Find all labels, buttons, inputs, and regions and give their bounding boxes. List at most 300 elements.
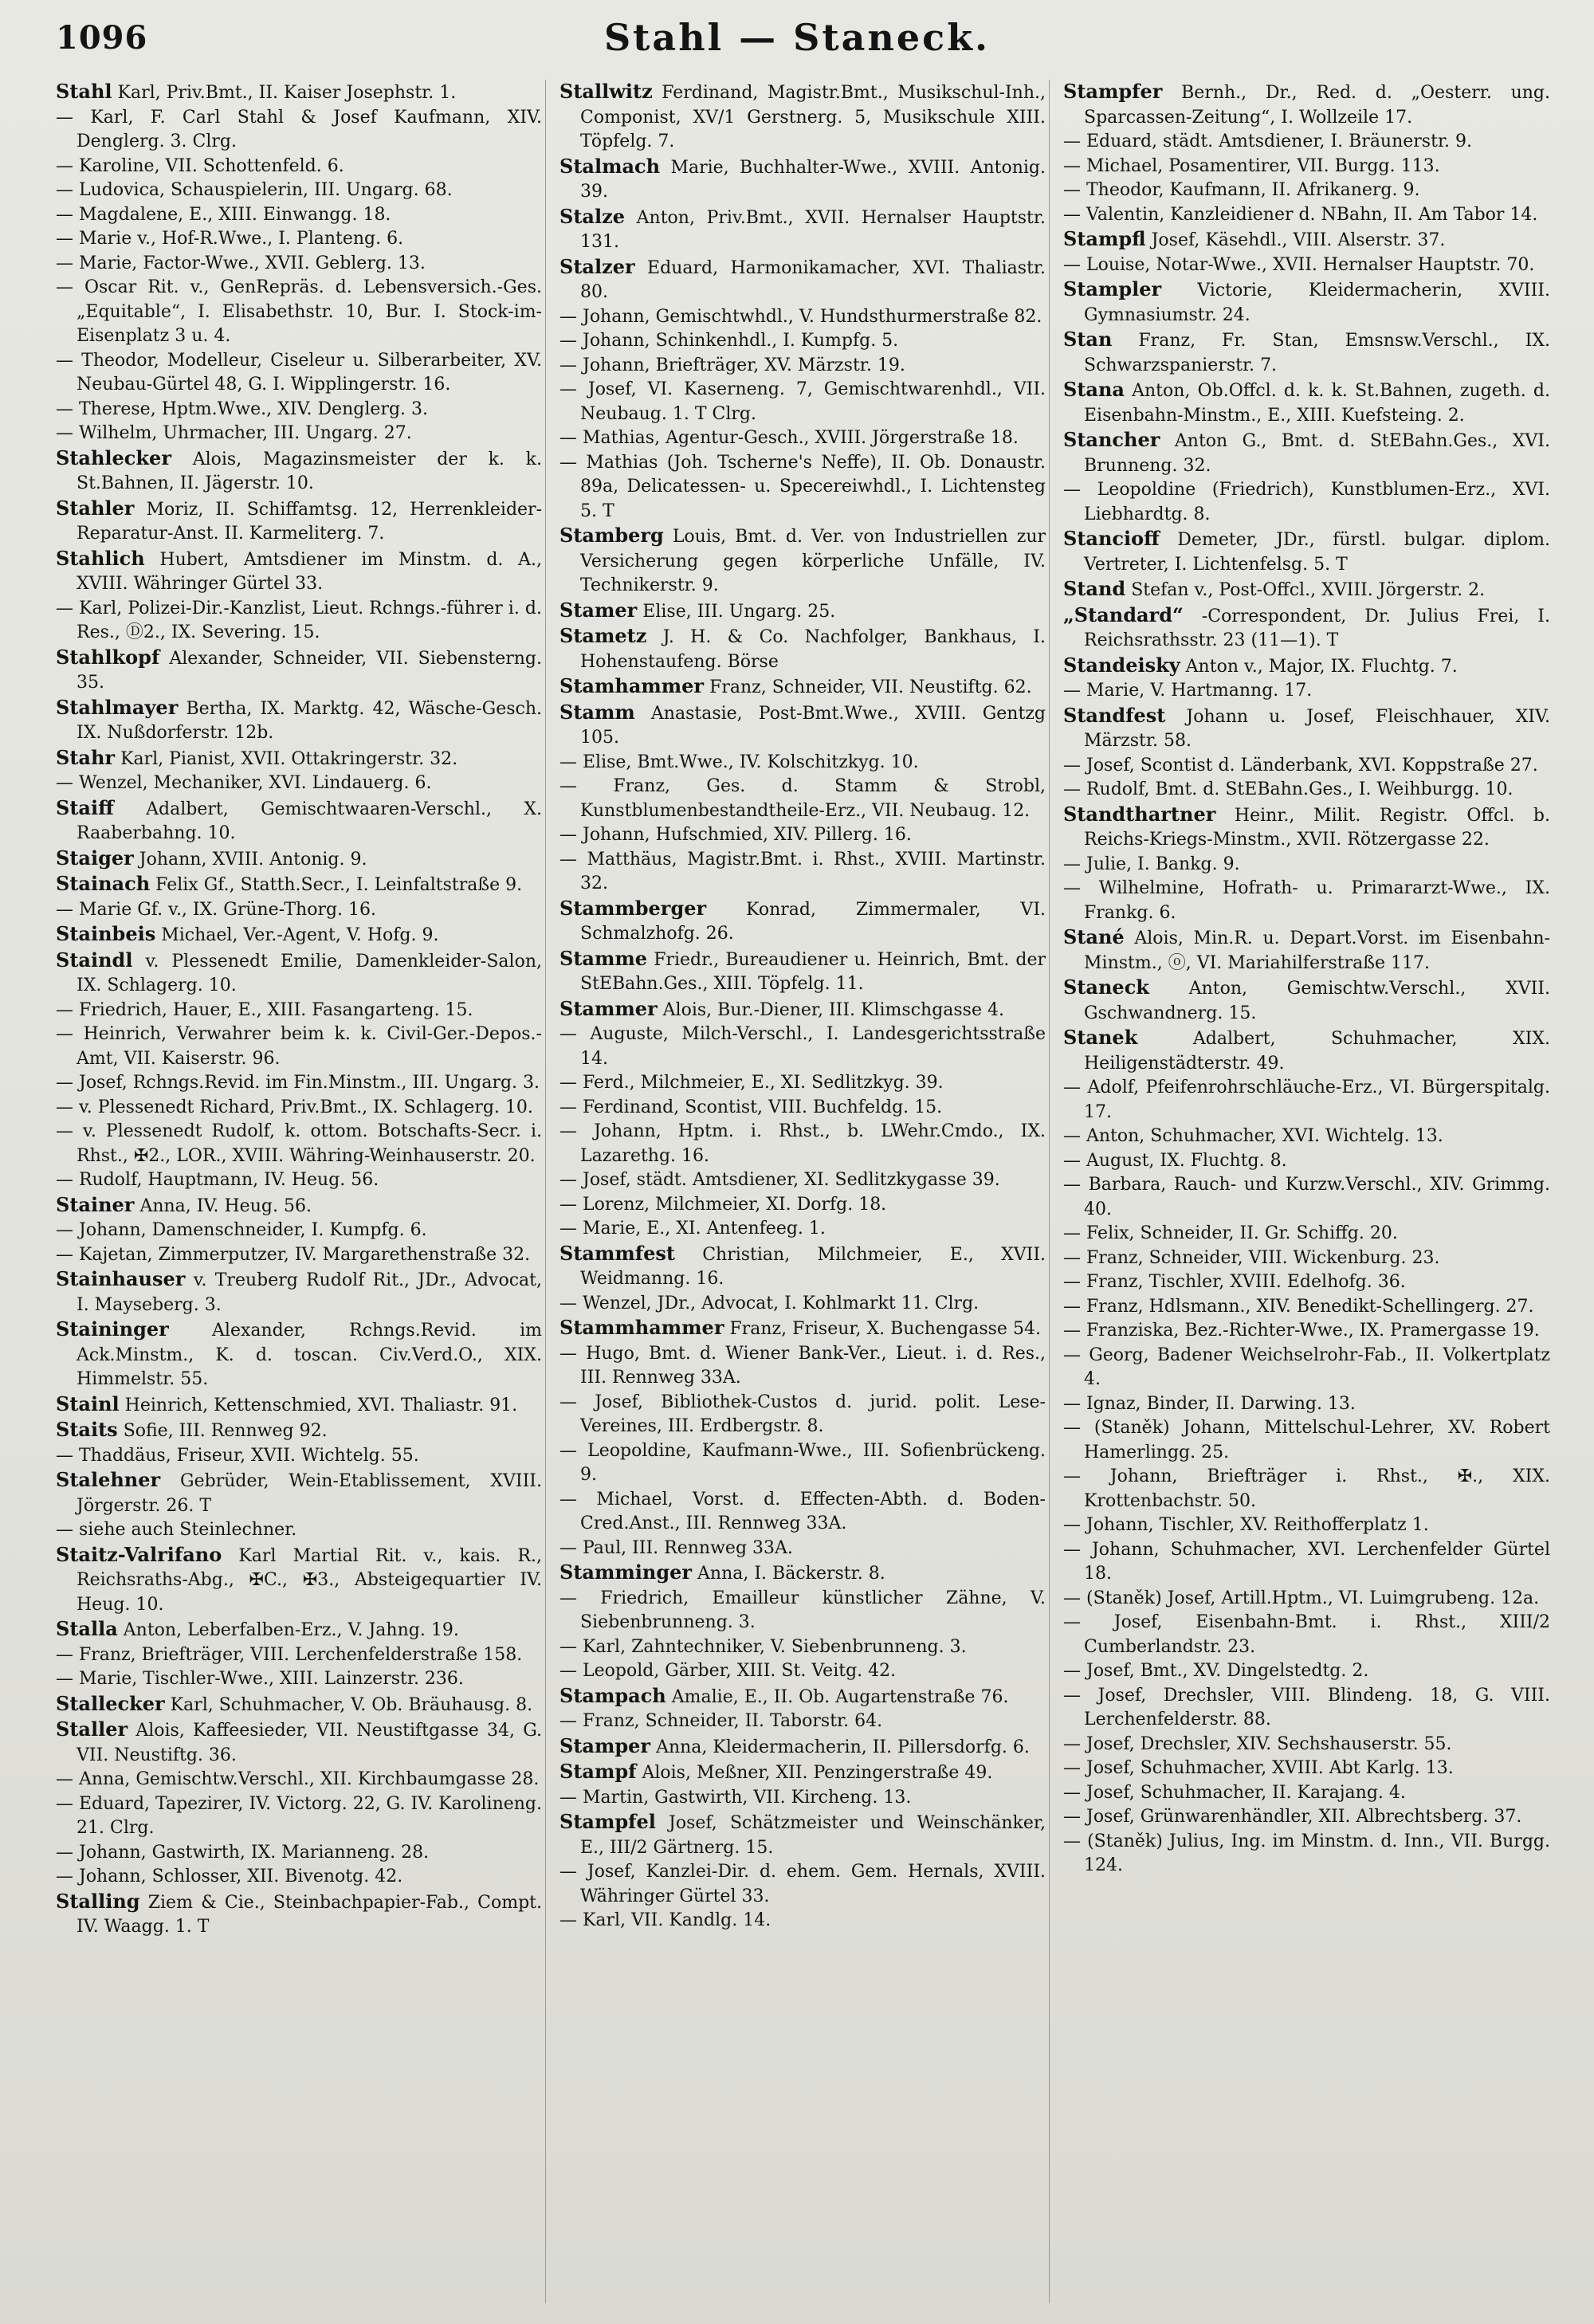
- entry-surname: Stancioff: [1063, 527, 1160, 550]
- directory-entry: [56, 1717, 542, 1768]
- entry-text: — Franz, Hdlsmann., XIV. Benedikt-Schellingerg. 27.: [1063, 1296, 1534, 1317]
- entry-text: Stefan v., Post-Offcl., XVIII. Jörgerstr. 2.: [1131, 580, 1486, 600]
- page-title: Stahl — Staneck.: [603, 16, 991, 59]
- entry-text: — Johann, Schuhmacher, XVI. Lerchenfelder Gürtel 18.: [1063, 1539, 1550, 1584]
- directory-entry: [1063, 704, 1550, 754]
- entry-text: Anton, Gemischtw.Verschl., XVII. Gschwandnerg. 15.: [1084, 979, 1550, 1023]
- entry-surname: Standeisky: [1063, 653, 1180, 677]
- directory-entry: [56, 349, 542, 398]
- entry-text: Gebrüder, Wein-Etablissement, XVIII. Jörgerstr. 26. T: [77, 1471, 542, 1516]
- directory-entry: [56, 1667, 542, 1692]
- entry-surname: Stalehner: [56, 1468, 161, 1491]
- directory-entry: [1063, 1246, 1550, 1271]
- entry-surname: Stallecker: [56, 1691, 165, 1715]
- entry-text: Johann u. Josef, Fleischhauer, XIV. Märzstr. 58.: [1084, 706, 1551, 751]
- directory-entry: [559, 354, 1046, 379]
- directory-entry: [56, 771, 542, 796]
- entry-surname: Stamm: [559, 700, 635, 724]
- entry-text: — Eduard, Tapezirer, IV. Victorg. 22, G. IV. Karolineng. 21. Clrg.: [56, 1793, 542, 1838]
- entry-surname: Stalze: [559, 204, 625, 228]
- entry-text: — Josef, VI. Kaserneng. 7, Gemischtwarenhdl., VII. Neubaug. 1. T Clrg.: [559, 379, 1046, 424]
- directory-entry: [559, 1909, 1046, 1933]
- entry-text: — Hugo, Bmt. d. Wiener Bank-Ver., Lieut. i. d. Res., III. Rennweg 33A.: [559, 1343, 1046, 1388]
- directory-entry: [559, 1710, 1046, 1734]
- entry-surname: Standfest: [1063, 703, 1166, 727]
- entry-surname: Stan: [1063, 328, 1113, 351]
- entry-text: — Valentin, Kanzleidiener d. NBahn, II. Am Tabor 14.: [1063, 204, 1538, 225]
- directory-entry: [559, 1560, 1046, 1587]
- entry-text: Franz, Friseur, X. Buchengasse 54.: [729, 1319, 1041, 1339]
- entry-text: Alois, Bur.-Diener, III. Klimschgasse 4.: [662, 999, 1004, 1020]
- directory-entry: [56, 276, 542, 349]
- directory-entry: [1063, 1611, 1550, 1659]
- directory-entry: [559, 1537, 1046, 1561]
- directory-entry: [1063, 1319, 1550, 1344]
- directory-entry: [56, 1468, 542, 1518]
- entry-text: Louis, Bmt. d. Ver. von Industriellen zur Versicherung gegen körperliche Unfälle, IV. Technikerstr. 9.: [580, 527, 1046, 595]
- directory-entry: [56, 1023, 542, 1071]
- entry-surname: Stahl: [56, 80, 112, 103]
- entry-text: — Wenzel, Mechaniker, XVI. Lindauerg. 6.: [56, 773, 432, 793]
- directory-entry: [56, 1096, 542, 1121]
- entry-text: — Ludovica, Schauspielerin, III. Ungarg. 68.: [56, 180, 453, 200]
- directory-entry: [559, 305, 1046, 330]
- entry-text: — Johann, Schinkenhdl., I. Kumpfg. 5.: [559, 331, 899, 351]
- directory-entry: [559, 1023, 1046, 1071]
- entry-text: — Marie, V. Hartmanng. 17.: [1063, 681, 1313, 701]
- directory-entry: [56, 922, 542, 948]
- entry-text: — v. Plessenedt Rudolf, k. ottom. Botschafts-Secr. i. Rhst., ✠2., LOR., XVIII. Währing-Weinhauserstr. 20.: [56, 1121, 542, 1166]
- directory-entry: [56, 446, 542, 497]
- entry-text: Anna, IV. Heug. 56.: [139, 1195, 312, 1216]
- entry-text: — Johann, Briefträger, XV. Märzstr. 19.: [559, 355, 905, 375]
- entry-surname: „Standard“: [1063, 603, 1184, 626]
- directory-entry: [1063, 1173, 1550, 1222]
- directory-entry: [56, 1193, 542, 1219]
- entry-text: — Josef, Eisenbahn-Bmt. i. Rhst., XIII/2 Cumberlandstr. 23.: [1063, 1612, 1550, 1657]
- directory-entry: [559, 80, 1046, 155]
- entry-text: — Josef, Bibliothek-Custos d. jurid. polit. Lese-Vereines, III. Erdbergstr. 8.: [559, 1392, 1046, 1436]
- entry-surname: Stainach: [56, 872, 151, 895]
- directory-entry: [56, 1692, 542, 1718]
- entry-text: — v. Plessenedt Richard, Priv.Bmt., IX. Schlagerg. 10.: [56, 1097, 533, 1117]
- entry-text: Eduard, Harmonikamacher, XVI. Thaliastr. 80.: [580, 257, 1046, 302]
- directory-entry: [1063, 654, 1550, 680]
- entry-text: — Therese, Hptm.Wwe., XIV. Denglerg. 3.: [56, 398, 429, 419]
- directory-column-middle: [559, 80, 1050, 2303]
- entry-surname: Stahlich: [56, 546, 145, 570]
- directory-entry: [1063, 1222, 1550, 1246]
- directory-entry: [559, 426, 1046, 451]
- directory-entry: [56, 1890, 542, 1940]
- entry-text: — Marie, E., XI. Antenfeeg. 1.: [559, 1219, 826, 1239]
- directory-entry: [1063, 1149, 1550, 1174]
- entry-text: — Mathias (Joh. Tscherne's Neffe), II. Ob. Donaustr. 89a, Delicatessen- u. Specereiwhdl., I. Lichtensteg 5. T: [559, 452, 1046, 521]
- directory-entry: [56, 106, 542, 155]
- entry-text: — Johann, Hufschmied, XIV. Pillerg. 16.: [559, 825, 912, 845]
- directory-entry: [559, 1488, 1046, 1537]
- directory-entry: [1063, 1513, 1550, 1538]
- directory-entry: [56, 898, 542, 923]
- directory-entry: [56, 1243, 542, 1268]
- directory-entry: [56, 746, 542, 772]
- directory-entry: [1063, 853, 1550, 877]
- entry-text: — Johann, Gastwirth, IX. Marianneng. 28.: [56, 1842, 430, 1863]
- directory-entry: [559, 701, 1046, 751]
- directory-entry: [1063, 80, 1550, 130]
- entry-text: — Josef, Bmt., XV. Dingelstedtg. 2.: [1063, 1661, 1369, 1681]
- entry-surname: Stana: [1063, 378, 1125, 401]
- directory-entry: [559, 775, 1046, 823]
- entry-text: — Franz, Schneider, II. Taborstr. 64.: [559, 1711, 883, 1731]
- directory-entry: [559, 329, 1046, 354]
- entry-text: — Johann, Hptm. i. Rhst., b. LWehr.Cmdo., IX. Lazarethg. 16.: [559, 1121, 1046, 1166]
- directory-entry: [1063, 803, 1550, 853]
- entry-text: — Johann, Damenschneider, I. Kumpfg. 6.: [56, 1220, 427, 1240]
- directory-entry: [56, 497, 542, 547]
- entry-text: — Johann, Briefträger i. Rhst., ✠., XIX. Krottenbachstr. 50.: [1063, 1466, 1550, 1511]
- directory-entry: [1063, 478, 1550, 527]
- directory-entry: [56, 696, 542, 746]
- directory-entry: [1063, 925, 1550, 976]
- entry-surname: Stahlkopf: [56, 645, 160, 669]
- entry-text: — Josef, Drechsler, VIII. Blindeng. 18, G. VIII. Lerchenfelderstr. 88.: [1063, 1685, 1550, 1729]
- directory-entry: [56, 1219, 542, 1243]
- entry-text: — Martin, Gastwirth, VII. Kircheng. 13.: [559, 1787, 912, 1808]
- directory-entry: [559, 897, 1046, 947]
- directory-entry: [559, 823, 1046, 848]
- directory-entry: [56, 1643, 542, 1668]
- directory-entry: [1063, 179, 1550, 203]
- directory-entry: [559, 155, 1046, 205]
- entry-text: — Auguste, Milch-Verschl., I. Landesgerichtsstraße 14.: [559, 1024, 1046, 1069]
- entry-surname: Staitz-Valrifano: [56, 1542, 222, 1566]
- entry-surname: Stammer: [559, 996, 658, 1020]
- directory-entry: [1063, 1125, 1550, 1149]
- entry-text: — Karoline, VII. Schottenfeld. 6.: [56, 155, 344, 176]
- entry-surname: Stalling: [56, 1889, 140, 1913]
- directory-entry: [56, 999, 542, 1023]
- directory-entry: [56, 80, 542, 106]
- entry-text: Anna, I. Bäckerstr. 8.: [697, 1564, 885, 1584]
- directory-entry: [1063, 577, 1550, 603]
- entry-surname: Staindl: [56, 948, 133, 972]
- directory-entry: [559, 599, 1046, 625]
- directory-entry: [1063, 1684, 1550, 1733]
- entry-text: — (Staněk) Julius, Ing. im Minstm. d. Inn., VII. Burgg. 124.: [1063, 1831, 1550, 1875]
- entry-text: — Oscar Rit. v., GenRepräs. d. Lebensversich.-Ges. „Equitable“, I. Elisabethstr. 10, Bur. I. Stock-im-Eisenplatz 3 u. 4.: [56, 277, 542, 346]
- directory-entry: [56, 1792, 542, 1841]
- entry-surname: Stainl: [56, 1392, 120, 1415]
- entry-text: v. Plessenedt Emilie, Damenkleider-Salon, IX. Schlagerg. 10.: [77, 951, 542, 995]
- entry-text: — Ferdinand, Scontist, VIII. Buchfeldg. 15.: [559, 1097, 943, 1117]
- directory-entry: [1063, 877, 1550, 925]
- directory-entry: [56, 1071, 542, 1096]
- directory-entry: [1063, 1781, 1550, 1806]
- entry-text: — Kajetan, Zimmerputzer, IV. Margarethenstraße 32.: [56, 1244, 531, 1265]
- directory-entry: [56, 948, 542, 999]
- directory-entry: [559, 205, 1046, 255]
- entry-surname: Stainhauser: [56, 1267, 186, 1290]
- directory-entry: [1063, 277, 1550, 328]
- entry-text: Adalbert, Gemischtwaaren-Verschl., X. Raaberbahng. 10.: [77, 799, 543, 843]
- entry-text: Adalbert, Schuhmacher, XIX. Heiligenstädterstr. 49.: [1084, 1029, 1550, 1074]
- directory-entry: [1063, 1026, 1550, 1076]
- entry-text: — Franz, Tischler, XVIII. Edelhofg. 36.: [1063, 1272, 1406, 1292]
- directory-entry: [559, 848, 1046, 897]
- entry-text: Franz, Schneider, VII. Neustiftg. 62.: [709, 677, 1032, 697]
- entry-text: Karl, Schuhmacher, V. Ob. Bräuhausg. 8.: [170, 1694, 533, 1715]
- directory-entry: [559, 997, 1046, 1023]
- entry-surname: Stamper: [559, 1733, 651, 1757]
- entry-surname: Stamme: [559, 946, 648, 970]
- directory-entry: [56, 1120, 542, 1168]
- directory-entry: [56, 1518, 542, 1543]
- directory-entry: [56, 547, 542, 597]
- entry-text: — Josef, Drechsler, XIV. Sechshauserstr. 55.: [1063, 1733, 1452, 1754]
- directory-entry: [56, 422, 542, 446]
- directory-entry: [1063, 679, 1550, 704]
- directory-entry: [559, 947, 1046, 997]
- entry-surname: Stallwitz: [559, 80, 653, 103]
- directory-entry: [1063, 1344, 1550, 1392]
- directory-entry: [56, 796, 542, 846]
- directory-entry: [559, 378, 1046, 426]
- directory-entry: [56, 1267, 542, 1317]
- entry-surname: Staininger: [56, 1317, 169, 1341]
- entry-text: — Elise, Bmt.Wwe., IV. Kolschitzkyg. 10.: [559, 752, 919, 772]
- directory-entry: [559, 624, 1046, 674]
- entry-text: — Georg, Badener Weichselrohr-Fab., II. Volkertplatz 4.: [1063, 1345, 1550, 1389]
- directory-entry: [559, 1193, 1046, 1218]
- entry-text: — siehe auch Steinlechner.: [56, 1520, 297, 1540]
- directory-entry: [56, 846, 542, 873]
- directory-entry: [56, 1617, 542, 1643]
- directory-entry: [1063, 1830, 1550, 1878]
- directory-entry: [56, 1444, 542, 1469]
- entry-text: — Josef, städt. Amtsdiener, XI. Sedlitzkygasse 39.: [559, 1170, 1000, 1190]
- entry-surname: Staiff: [56, 795, 114, 819]
- directory-column-right: [1063, 80, 1553, 2303]
- entry-text: — Lorenz, Milchmeier, XI. Dorfg. 18.: [559, 1194, 887, 1215]
- entry-text: — Karl, Zahntechniker, V. Siebenbrunneng. 3.: [559, 1636, 967, 1657]
- entry-text: — Heinrich, Verwahrer beim k. k. Civil-Ger.-Depos.-Amt, VII. Kaiserstr. 96.: [56, 1024, 542, 1069]
- entry-text: — Anton, Schuhmacher, XVI. Wichtelg. 13.: [1063, 1126, 1443, 1146]
- entry-text: — Josef, Kanzlei-Dir. d. ehem. Gem. Hernals, XVIII. Währinger Gürtel 33.: [559, 1862, 1046, 1906]
- directory-entry: [1063, 130, 1550, 155]
- entry-text: — Franz, Ges. d. Stamm & Strobl, Kunstblumenbestandtheile-Erz., VII. Neubaug. 12.: [559, 776, 1046, 821]
- entry-text: — Wenzel, JDr., Advocat, I. Kohlmarkt 11. Clrg.: [559, 1293, 980, 1313]
- directory-entry: [1063, 1587, 1550, 1611]
- directory-entry: [1063, 778, 1550, 803]
- entry-text: — Franziska, Bez.-Richter-Wwe., IX. Pramergasse 19.: [1063, 1321, 1540, 1341]
- directory-entry: [56, 646, 542, 696]
- entry-text: — Josef, Schuhmacher, XVIII. Abt Karlg. 13.: [1063, 1758, 1454, 1778]
- entry-surname: Stalzer: [559, 254, 635, 278]
- entry-text: — Franz, Schneider, VIII. Wickenburg. 23.: [1063, 1247, 1440, 1268]
- entry-text: Konrad, Zimmermaler, VI. Schmalzhofg. 26.: [580, 899, 1046, 944]
- entry-text: Karl Martial Rit. v., kais. R., Reichsraths-Abg., ✠C., ✠3., Absteigequartier IV. Heug. 10.: [77, 1545, 542, 1615]
- entry-surname: Stanek: [1063, 1026, 1138, 1049]
- entry-surname: Stahlmayer: [56, 695, 179, 719]
- entry-text: Anna, Kleidermacherin, II. Pillersdorfg. 6.: [656, 1737, 1030, 1757]
- entry-text: Amalie, E., II. Ob. Augartenstraße 76.: [671, 1686, 1009, 1707]
- entry-surname: Stancher: [1063, 428, 1160, 451]
- entry-text: — Julie, I. Bankg. 9.: [1063, 854, 1240, 874]
- entry-text: Elise, III. Ungarg. 25.: [642, 601, 836, 622]
- directory-entry: [1063, 1538, 1550, 1587]
- entry-surname: Stahlecker: [56, 446, 171, 469]
- directory-entry: [1063, 1270, 1550, 1295]
- entry-text: Christian, Milchmeier, E., XVII. Weidmanng. 16.: [580, 1244, 1046, 1289]
- entry-surname: Stampfel: [559, 1810, 656, 1833]
- directory-entry: [559, 1071, 1046, 1096]
- directory-entry: [1063, 227, 1550, 253]
- entry-text: — Leopoldine (Friedrich), Kunstblumen-Erz., XVI. Liebhardtg. 8.: [1063, 480, 1550, 524]
- directory-entry: [559, 451, 1046, 524]
- directory-entry: [559, 1168, 1046, 1193]
- directory-entry: [56, 1841, 542, 1866]
- entry-text: Josef, Käsehdl., VIII. Alserstr. 37.: [1151, 230, 1446, 250]
- entry-text: Ziem & Cie., Steinbachpapier-Fab., Compt. IV. Waagg. 1. T: [77, 1892, 542, 1937]
- entry-text: Alois, Meßner, XII. Penzingerstraße 49.: [642, 1763, 993, 1783]
- directory-entry: [559, 1391, 1046, 1439]
- entry-text: — Josef, Grünwarenhändler, XII. Albrechtsberg. 37.: [1063, 1807, 1522, 1827]
- entry-text: J. H. & Co. Nachfolger, Bankhaus, I. Hohenstaufeng. Börse: [580, 627, 1046, 672]
- entry-text: — Mathias, Agentur-Gesch., XVIII. Jörgerstraße 18.: [559, 428, 1019, 448]
- directory-entry: [559, 1786, 1046, 1811]
- entry-text: — August, IX. Fluchtg. 8.: [1063, 1150, 1287, 1171]
- entry-text: — Theodor, Kaufmann, II. Afrikanerg. 9.: [1063, 180, 1420, 200]
- entry-text: — Josef, Schuhmacher, II. Karajang. 4.: [1063, 1782, 1406, 1803]
- entry-surname: Stammberger: [559, 896, 707, 920]
- entry-text: Bertha, IX. Marktg. 42, Wäsche-Gesch. IX. Nußdorferstr. 12b.: [77, 698, 542, 743]
- entry-surname: Staller: [56, 1717, 128, 1741]
- directory-entry: [56, 227, 542, 252]
- directory-entry: [1063, 754, 1550, 779]
- entry-text: — Rudolf, Hauptmann, IV. Heug. 56.: [56, 1170, 379, 1190]
- entry-text: — Ferd., Milchmeier, E., XI. Sedlitzkyg. 39.: [559, 1073, 944, 1093]
- entry-text: Anton, Ob.Offcl. d. k. k. St.Bahnen, zugeth. d. Eisenbahn-Minstm., E., XIII. Kuefsteing. 2.: [1084, 381, 1550, 426]
- directory-entry: [559, 1659, 1046, 1684]
- entry-text: — Marie v., Hof-R.Wwe., I. Planteng. 6.: [56, 229, 404, 249]
- directory-entry: [1063, 1733, 1550, 1757]
- entry-surname: Standthartner: [1063, 802, 1216, 826]
- directory-entry: [1063, 253, 1550, 278]
- entry-text: — Josef, Rchngs.Revid. im Fin.Minstm., III. Ungarg. 3.: [56, 1073, 540, 1093]
- entry-text: — Marie Gf. v., IX. Grüne-Thorg. 16.: [56, 899, 377, 920]
- entry-text: Anton v., Major, IX. Fluchtg. 7.: [1185, 656, 1458, 677]
- directory-entry: [559, 1439, 1046, 1488]
- entry-text: Josef, Schätzmeister und Weinschänker, E., III/2 Gärtnerg. 15.: [580, 1813, 1046, 1858]
- directory-entry: [1063, 1805, 1550, 1830]
- directory-entry: [559, 1734, 1046, 1761]
- entry-text: — Michael, Vorst. d. Effecten-Abth. d. Boden-Cred.Anst., III. Rennweg 33A.: [559, 1489, 1046, 1533]
- directory-entry: [1063, 1465, 1550, 1513]
- directory-entry: [559, 1292, 1046, 1317]
- entry-text: Anton, Leberfalben-Erz., V. Jahng. 19.: [123, 1620, 459, 1640]
- entry-text: — Karl, VII. Kandlg. 14.: [559, 1910, 771, 1930]
- directory-entry: [56, 155, 542, 179]
- directory-entry: [1063, 976, 1550, 1026]
- page-header: [56, 11, 1538, 59]
- entry-text: Moriz, II. Schiffamtsg. 12, Herrenkleider-Reparatur-Anst. II. Karmeliterg. 7.: [77, 499, 542, 544]
- entry-text: — (Staněk) Josef, Artill.Hptm., VI. Luimgrubeng. 12a.: [1063, 1588, 1540, 1608]
- directory-entry: [1063, 1392, 1550, 1417]
- entry-surname: Stamer: [559, 598, 638, 622]
- entry-surname: Stampach: [559, 1683, 666, 1707]
- directory-entry: [56, 1543, 542, 1618]
- directory-entry: [1063, 1295, 1550, 1320]
- directory-entry: [1063, 378, 1550, 428]
- page-number: 1096: [56, 19, 148, 57]
- directory-entry: [56, 1418, 542, 1444]
- entry-text: — Eduard, städt. Amtsdiener, I. Bräunerstr. 9.: [1063, 132, 1473, 151]
- entry-text: — Josef, Scontist d. Länderbank, XVI. Koppstraße 27.: [1063, 755, 1538, 775]
- directory-entry: [559, 1096, 1046, 1121]
- directory-entry: [1063, 1659, 1550, 1684]
- entry-surname: Stahler: [56, 496, 135, 520]
- entry-text: Sofie, III. Rennweg 92.: [123, 1421, 328, 1441]
- directory-entry: [56, 179, 542, 203]
- directory-entry: [1063, 428, 1550, 478]
- directory-entry: [559, 1760, 1046, 1786]
- directory-entry: [56, 398, 542, 422]
- entry-text: Alois, Min.R. u. Depart.Vorst. im Eisenbahn-Minstm., ⓞ, VI. Mariahilferstraße 117.: [1084, 928, 1550, 973]
- entry-text: — Karl, F. Carl Stahl & Josef Kaufmann, XIV. Denglerg. 3. Clrg.: [56, 107, 542, 151]
- directory-entry: [559, 1810, 1046, 1860]
- entry-surname: Stampfer: [1063, 80, 1163, 103]
- entry-text: — Leopold, Gärber, XIII. St. Veitg. 42.: [559, 1661, 897, 1681]
- entry-text: — Felix, Schneider, II. Gr. Schiffg. 20.: [1063, 1223, 1398, 1243]
- entry-surname: Stainbeis: [56, 922, 156, 945]
- directory-entry: [1063, 1076, 1550, 1125]
- directory-entry: [1063, 203, 1550, 228]
- entry-surname: Stahr: [56, 745, 116, 769]
- entry-text: — Friedrich, Hauer, E., XIII. Fasangarteng. 15.: [56, 999, 473, 1020]
- entry-text: — Johann, Tischler, XV. Reithofferplatz 1.: [1063, 1515, 1429, 1535]
- directory-entry: [1063, 1757, 1550, 1781]
- entry-text: — Wilhelmine, Hofrath- u. Primararzt-Wwe., IX. Frankg. 6.: [1063, 878, 1550, 923]
- entry-surname: Stalmach: [559, 154, 661, 178]
- entry-text: Anton, Priv.Bmt., XVII. Hernalser Hauptstr. 131.: [580, 207, 1046, 252]
- directory-entry: [559, 255, 1046, 305]
- entry-surname: Stampfl: [1063, 227, 1146, 250]
- entry-text: Anastasie, Post-Bmt.Wwe., XVIII. Gentzg 105.: [580, 703, 1046, 748]
- entry-text: Karl, Priv.Bmt., II. Kaiser Josephstr. 1.: [117, 83, 457, 103]
- directory-entry: [1063, 328, 1550, 378]
- entry-text: Heinrich, Kettenschmied, XVI. Thaliastr. 91.: [124, 1395, 518, 1415]
- entry-surname: Stamminger: [559, 1560, 693, 1584]
- entry-text: — Paul, III. Rennweg 33A.: [559, 1537, 793, 1558]
- directory-entry: [559, 1342, 1046, 1391]
- entry-text: Heinr., Milit. Registr. Offcl. b. Reichs-Kriegs-Minstm., XVII. Rötzergasse 22.: [1084, 805, 1550, 850]
- entry-surname: Stampler: [1063, 277, 1162, 300]
- directory-entry: [559, 1242, 1046, 1292]
- entry-text: Demeter, JDr., fürstl. bulgar. diplom. Vertreter, I. Lichtenfelsg. 5. T: [1084, 530, 1550, 575]
- entry-text: Marie, Buchhalter-Wwe., XVIII. Antonig. 39.: [580, 157, 1046, 202]
- entry-text: Johann, XVIII. Antonig. 9.: [139, 849, 367, 870]
- entry-surname: Stand: [1063, 577, 1126, 600]
- directory-entry: [559, 1217, 1046, 1242]
- directory-entry: [1063, 1416, 1550, 1465]
- directory-entry: [56, 252, 542, 277]
- entry-surname: Stainer: [56, 1192, 135, 1216]
- entry-text: — Karl, Polizei-Dir.-Kanzlist, Lieut. Rchngs.-führer i. d. Res., Ⓓ2., IX. Severing. 15.: [56, 598, 542, 642]
- directory-entry: [559, 751, 1046, 775]
- entry-text: — Michael, Posamentirer, VII. Burgg. 113.: [1063, 155, 1440, 176]
- entry-text: — (Staněk) Johann, Mittelschul-Lehrer, XV. Robert Hamerlingg. 25.: [1063, 1418, 1550, 1462]
